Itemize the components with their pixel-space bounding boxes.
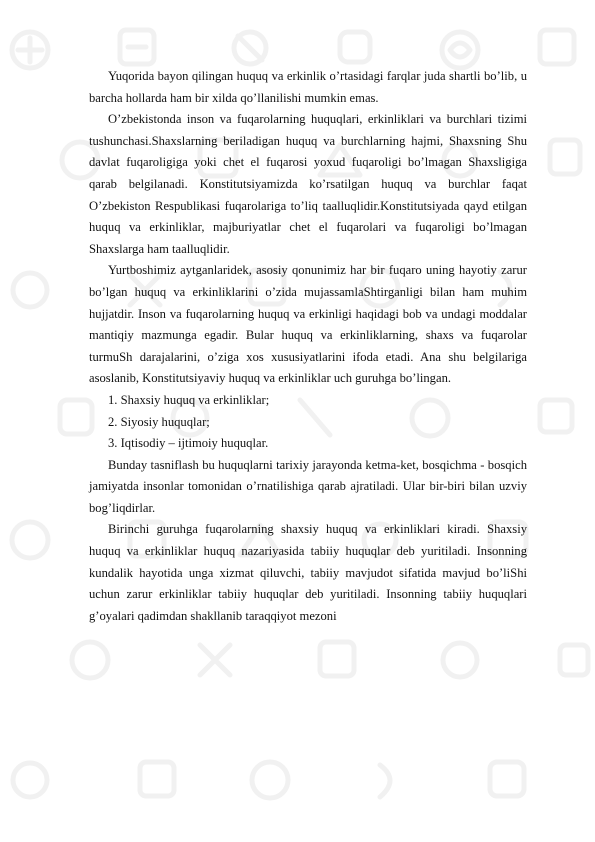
- paragraph-classification: Bunday tasniflash bu huquqlarni tarixiy jarayonda ketma-ket, bosqichma - bosqich jamiyatda insonlar tomonidan o’rnatilishiga qarab ajratiladi. Ular bir-biri bilan uzviy bog’liqdirlar.: [89, 457, 527, 515]
- list-item-political-rights: 2. Siyosiy huquqlar;: [108, 414, 210, 429]
- paragraph-first-group: Birinchi guruhga fuqarolarning shaxsiy huquq va erkinliklari kiradi. Shaxsiy huquq va erkinliklar huquq nazariyasida tabiiy huquqlar deb yuritiladi. Insonning kundalik hayotida unga xizmat qiluvchi, tabiiy mavjudot sifatida mavjud bo’liShi uchun zarur erkinliklar tabiiy huquqlar deb yuritiladi. Insonning tabiiy huquqlari g’oyalari qadimdan shakllanib taraqqiyot mezoni: [89, 522, 527, 623]
- document-body: [89, 66, 527, 627]
- list-item-socioeconomic-rights: 3. Iqtisodiy – ijtimoiy huquqlar.: [108, 436, 269, 451]
- paragraph-constitution-groups: Yurtboshimiz aytganlaridek, asosiy qonunimiz har bir fuqaro uning hayotiy zarur bo’lgan huquq va erkinliklarini o’zida mujassamlaShtirganligi bilan ham muhim hujjatdir. Inson va fuqarolarning huquq va erkinligi haqidagi bob va undagi moddalar mantiqiy mazmunga egadir. Bular huquq va erkinliklarning, shaxs va fuqarolar turmuSh darajalarini, o’ziga xos xususiyatlarini ifoda etadi. Ana shu belgilariga asoslanib, Konstitutsiyaviy huquq va erkinliklar uch guruhga bo’lingan.: [89, 263, 527, 386]
- list-item-personal-rights: 1. Shaxsiy huquq va erkinliklar;: [108, 392, 270, 407]
- paragraph-rights-difference: Yuqorida bayon qilingan huquq va erkinlik o’rtasidagi farqlar juda shartli bo’lib, u barcha hollarda ham bir xilda qo’llanilishi mumkin emas.: [89, 69, 527, 105]
- paragraph-rights-system: O’zbekistonda inson va fuqarolarning huquqlari, erkinliklari va burchlari tizimi tushunchasi.Shaxslarning beriladigan huquq va burchlarning hajmi, Shaxsning Shu davlat fuqaroligiga yoki chet el fuqarosi yoxud fuqaroligi bo’lmagan Shaxsligiga qarab belgilanadi. Konstitutsiyamizda ko’rsatilgan huquq va burchlar faqat O’zbekiston Respublikasi fuqarolariga to’liq taalluqlidir.Konstitutsiyada qayd etilgan huquq va erkinliklar, majburiyatlar chet el fuqarolari va fuqaroligi bo’lmagan Shaxslarga ham taalluqlidir.: [89, 112, 527, 256]
